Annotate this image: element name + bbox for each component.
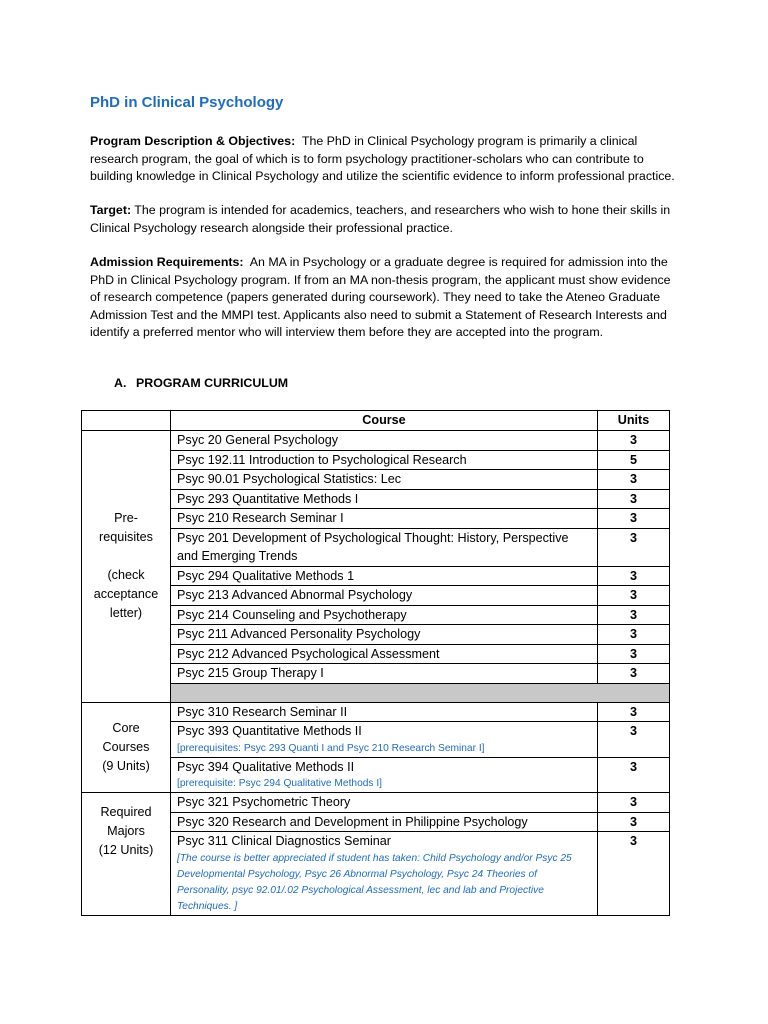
units-cell: 3 (598, 586, 670, 606)
table-row (82, 489, 670, 509)
group-label-line: (12 Units) (98, 843, 154, 857)
units-cell: 3 (598, 832, 670, 916)
course-cell: Psyc 293 Quantitative Methods I (171, 489, 598, 509)
table-row (82, 528, 670, 566)
table-row (82, 431, 670, 451)
group-label-line: Pre- (114, 511, 138, 526)
table-row (82, 832, 670, 916)
separator-row (82, 683, 670, 702)
table-row (82, 509, 670, 529)
course-cell: Psyc 215 Group Therapy I (171, 664, 598, 684)
units-cell: 3 (598, 812, 670, 832)
target-text: The program is intended for academics, teachers, and researchers who wish to hone their skills in Clinical Psychology research alongside their professional practice. (90, 203, 671, 235)
course-cell: Psyc 294 Qualitative Methods 1 (171, 566, 598, 586)
course-cell: Psyc 192.11 Introduction to Psychological Research (171, 450, 598, 470)
course-note: [prerequisite: Psyc 294 Qualitative Methods I] (177, 778, 382, 789)
course-cell: Psyc 20 General Psychology (171, 431, 598, 451)
course-note: [prerequisites: Psyc 293 Quanti I and Psyc 210 Research Seminar I] (177, 742, 485, 754)
course-header: Course (171, 411, 598, 431)
separator-cell (171, 683, 670, 702)
course-cell: Psyc 90.01 Psychological Statistics: Lec (171, 470, 598, 490)
units-cell: 3 (598, 793, 670, 813)
course-note: [The course is better appreciated if student has taken: Child Psychology and/or Psyc 25 Developmental Psychology, Psyc 26 Abnormal Psychology, Psyc 24 Theories of Personality, psyc 92.01/.02 Psychological Assessment, lec and lab and Projective Techniques. ] (177, 852, 572, 912)
course-cell: Psyc 210 Research Seminar I (171, 509, 598, 529)
units-header: Units (598, 411, 670, 431)
table-row (82, 793, 670, 813)
program-description (90, 133, 682, 186)
units-cell: 3 (598, 489, 670, 509)
group-label-line: (9 Units) (102, 758, 150, 773)
admission-paragraph (90, 254, 682, 342)
units-cell: 3 (598, 509, 670, 529)
units-cell: 3 (598, 722, 670, 758)
units-cell: 3 (598, 757, 670, 793)
program-description-label: Program Description & Objectives: (90, 134, 296, 148)
table-row (82, 664, 670, 684)
course-name: Psyc 311 Clinical Diagnostics Seminar (177, 834, 391, 848)
table-row (82, 586, 670, 606)
units-cell: 3 (598, 470, 670, 490)
course-name: Psyc 394 Qualitative Methods II (177, 759, 355, 774)
group-label-line: Core (112, 720, 140, 735)
course-cell (171, 722, 598, 758)
section-heading (114, 376, 288, 390)
course-cell (171, 702, 598, 722)
course-cell: Psyc 212 Advanced Psychological Assessment (171, 644, 598, 664)
course-cell (171, 832, 598, 916)
units-cell: 3 (598, 702, 670, 722)
course-cell (171, 793, 598, 813)
units-cell: 3 (598, 644, 670, 664)
course-name: Psyc 320 Research and Development in Philippine Psychology (177, 814, 528, 829)
table-row (82, 450, 670, 470)
course-cell: Psyc 214 Counseling and Psychotherapy (171, 605, 598, 625)
program-description-text: The PhD in Clinical Psychology program is primarily a clinical research program, the goal of which is to form psychology practitioner-scholars who can contribute to building knowledge in Clinical Psychology and utilize the scientific evidence to inform professional practice. (90, 134, 675, 183)
curriculum-table (81, 410, 670, 916)
units-cell: 3 (598, 566, 670, 586)
page-title: PhD in Clinical Psychology (90, 94, 284, 111)
table-row (82, 702, 670, 722)
group-label-line: acceptance (93, 587, 159, 602)
units-cell: 3 (598, 625, 670, 645)
majors-group-label (82, 793, 171, 916)
course-cell (171, 757, 598, 793)
section-letter: A. (114, 376, 127, 390)
table-row (82, 757, 670, 793)
group-label-line: letter) (109, 606, 143, 621)
table-row (82, 605, 670, 625)
course-name: Psyc 393 Quantitative Methods II (177, 724, 362, 738)
course-cell (171, 812, 598, 832)
group-label-line: Majors (107, 824, 145, 838)
group-label-line: Courses (102, 739, 150, 754)
course-cell: Psyc 213 Advanced Abnormal Psychology (171, 586, 598, 606)
units-cell: 3 (598, 605, 670, 625)
course-cell: Psyc 211 Advanced Personality Psychology (171, 625, 598, 645)
group-label-line: requisites (99, 530, 153, 545)
table-row (82, 644, 670, 664)
group-label-line: Required (100, 805, 152, 819)
units-cell: 3 (598, 528, 670, 566)
group-label-line: (check (107, 568, 145, 583)
course-cell: Psyc 201 Development of Psychological Thought: History, Perspective and Emerging Trends (171, 528, 598, 566)
prerequisites-group-label (82, 431, 171, 703)
target-label: Target: (90, 203, 132, 217)
table-row (82, 625, 670, 645)
section-title: PROGRAM CURRICULUM (136, 376, 289, 390)
units-cell: 3 (598, 431, 670, 451)
table-row (82, 566, 670, 586)
course-name: Psyc 321 Psychometric Theory (177, 795, 351, 809)
table-row (82, 722, 670, 758)
table-header-row (82, 411, 670, 431)
table-row (82, 470, 670, 490)
course-name: Psyc 310 Research Seminar II (177, 704, 348, 719)
target-paragraph (90, 202, 682, 237)
units-cell: 5 (598, 450, 670, 470)
table-row (82, 812, 670, 832)
admission-text: An MA in Psychology or a graduate degree is required for admission into the PhD in Clinical Psychology program. If from an MA non-thesis program, the applicant must show evidence of research competence (papers generated during coursework). They need to take the Ateneo Graduate Admission Test and the MMPI test. Applicants also need to submit a Statement of Research Interests and identify a preferred mentor who will interview them before they are accepted into the program. (90, 255, 671, 339)
admission-label: Admission Requirements: (90, 255, 244, 269)
core-group-label (82, 702, 171, 793)
group-header (82, 411, 171, 431)
units-cell: 3 (598, 664, 670, 684)
